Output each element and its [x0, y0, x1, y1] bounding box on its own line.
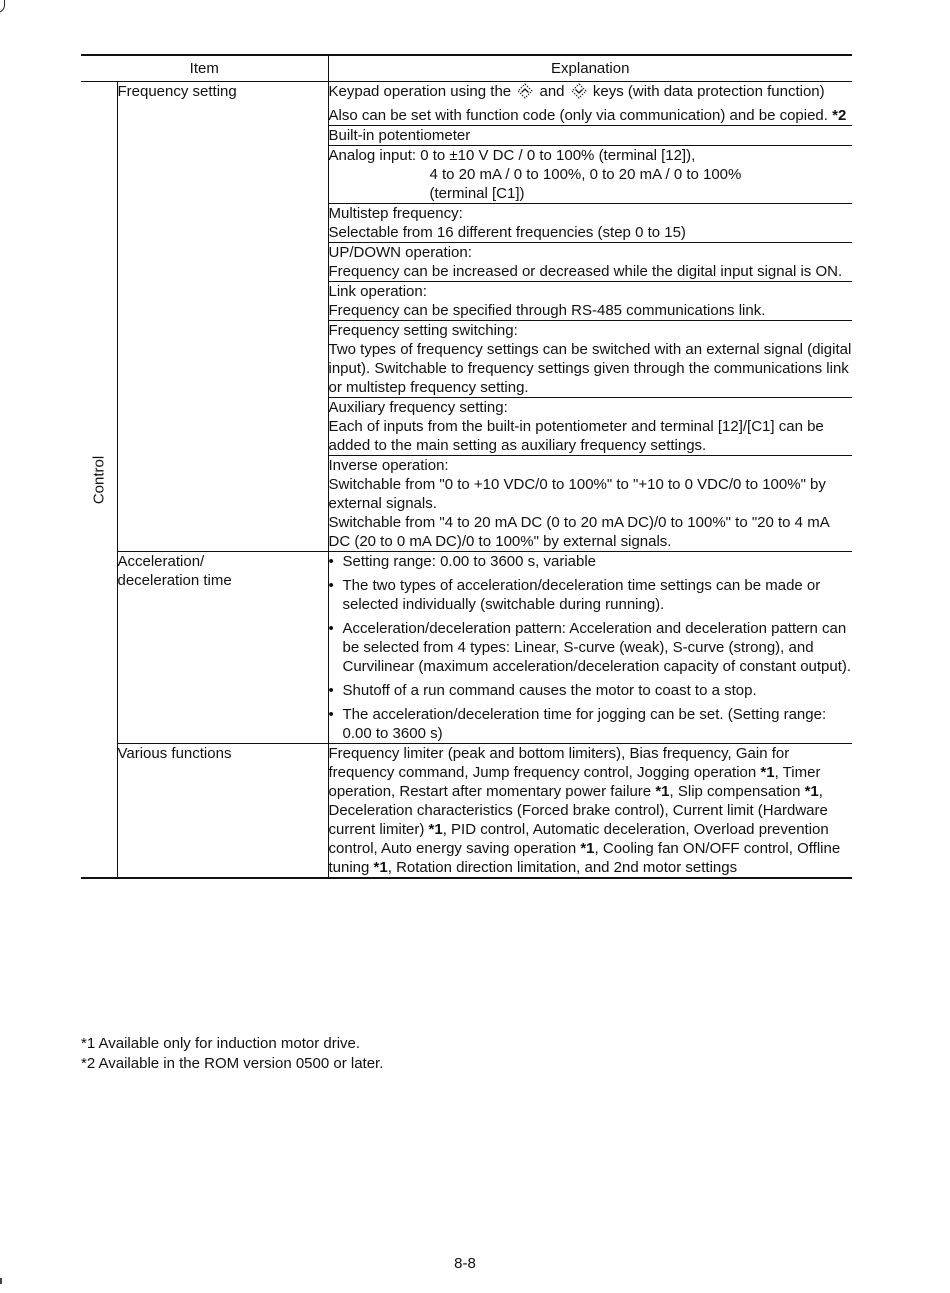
- table-row: [81, 744, 852, 879]
- list-item: • Setting range: 0.00 to 3600 s, variable: [329, 552, 853, 571]
- link-body: Frequency can be specified through RS-485 communications link.: [328, 302, 766, 319]
- explanation-switching: [328, 321, 852, 398]
- explanation-auxiliary: [328, 398, 852, 456]
- table-row: [81, 82, 852, 126]
- inverse-body-1: Switchable from "0 to +10 VDC/0 to 100%" to "+10 to 0 VDC/0 to 100%" by external signals.: [328, 476, 826, 512]
- explanation-potentiometer: [328, 126, 852, 146]
- analog-line-2: 4 to 20 mA / 0 to 100%, 0 to 20 mA / 0 to 100%: [429, 166, 742, 183]
- specification-table: [81, 54, 852, 879]
- item-frequency-setting: [117, 82, 328, 552]
- various-text: , Deceleration characteristics (Forced brake control), Current limit (Hardware current limiter): [328, 783, 828, 838]
- updown-title: UP/DOWN operation:: [328, 244, 472, 261]
- analog-line-3: (terminal [C1]): [429, 185, 525, 202]
- auxiliary-title: Auxiliary frequency setting:: [328, 399, 508, 416]
- explanation-multistep: [328, 204, 852, 243]
- explanation-keypad: [328, 82, 852, 126]
- keypad-text-before: Keypad operation using the: [328, 83, 512, 100]
- list-item: • The acceleration/deceleration time for jogging can be set. (Setting range: 0.00 to 3600 s): [329, 705, 853, 743]
- footnote-1: *1 Available only for induction motor drive.: [81, 1035, 361, 1052]
- item-acceleration-time: [117, 552, 328, 744]
- category-label: Control: [90, 455, 108, 504]
- various-text: , Timer operation, Restart after momentary power failure: [328, 764, 821, 800]
- header-explanation: Explanation: [328, 55, 852, 82]
- item-label: Various functions: [117, 745, 232, 762]
- item-label: Frequency setting: [117, 83, 237, 100]
- keypad-text-after: keys (with data protection function): [592, 83, 825, 100]
- inverse-body-2: Switchable from "4 to 20 mA DC (0 to 20 mA DC)/0 to 100%" to "20 to 4 mA DC (20 to 0 mA DC)/0 to 100%" by external signals.: [328, 514, 829, 550]
- table-header-row: [81, 55, 852, 82]
- acceleration-bullet-list: [329, 552, 853, 743]
- footnote-2: *2 Available in the ROM version 0500 or later.: [81, 1055, 384, 1072]
- explanation-analog-input: [328, 146, 852, 204]
- item-label-line-1: Acceleration/: [117, 553, 205, 570]
- footnote-ref: *1: [580, 840, 595, 857]
- inverse-title: Inverse operation:: [328, 457, 449, 474]
- keypad-paragraph: [329, 82, 853, 101]
- keypad-text-and: and: [539, 83, 565, 100]
- explanation-updown: [328, 243, 852, 282]
- switching-title: Frequency setting switching:: [328, 322, 518, 339]
- footnote-ref: *1: [760, 764, 775, 781]
- category-cell: [81, 82, 117, 879]
- copy-paragraph: [329, 106, 853, 125]
- multistep-body: Selectable from 16 different frequencies (step 0 to 15): [328, 224, 686, 241]
- page-edge-mark: [0, 0, 5, 13]
- footnote-ref: *2: [832, 107, 847, 124]
- up-arrow-key-icon: [517, 83, 533, 99]
- link-title: Link operation:: [328, 283, 427, 300]
- explanation-inverse: [328, 456, 852, 552]
- various-text: Frequency limiter (peak and bottom limiters), Bias frequency, Gain for frequency command, Jump frequency control, Jogging operation: [328, 745, 790, 781]
- table-row: [81, 552, 852, 744]
- footnote-ref: *1: [428, 821, 443, 838]
- header-item: Item: [81, 55, 328, 82]
- item-various-functions: [117, 744, 328, 879]
- footnotes: [81, 1034, 383, 1074]
- item-label-line-2: deceleration time: [117, 572, 232, 589]
- page-number: 8-8: [454, 1255, 476, 1272]
- footnote-ref: *1: [373, 859, 388, 876]
- updown-body: Frequency can be increased or decreased while the digital input signal is ON.: [328, 263, 843, 280]
- auxiliary-body: Each of inputs from the built-in potentiometer and terminal [12]/[C1] can be added to the main setting as auxiliary frequency settings.: [328, 418, 824, 454]
- list-item: • Acceleration/deceleration pattern: Acceleration and deceleration pattern can be selected from 4 types: Linear, S-curve (weak), S-curve (strong), and Curvilinear (maximum acceleration/deceleration capacity of constant output).: [329, 619, 853, 676]
- footnote-ref: *1: [655, 783, 670, 800]
- down-arrow-key-icon: [571, 83, 587, 99]
- analog-line-1: Analog input: 0 to ±10 V DC / 0 to 100% (terminal [12]),: [328, 147, 696, 164]
- copy-text: Also can be set with function code (only via communication) and be copied.: [328, 107, 828, 124]
- list-item: • Shutoff of a run command causes the motor to coast to a stop.: [329, 681, 853, 700]
- various-text: , PID control, Automatic deceleration, Overload prevention control, Auto energy saving operation: [328, 821, 829, 857]
- explanation-various: [328, 744, 852, 879]
- switching-body: Two types of frequency settings can be switched with an external signal (digital input). Switchable to frequency settings given through the communications link or multistep frequency setting.: [328, 341, 852, 396]
- explanation-acceleration: [328, 552, 852, 744]
- explanation-link: [328, 282, 852, 321]
- various-text: , Rotation direction limitation, and 2nd motor settings: [387, 859, 738, 876]
- various-text: , Cooling fan ON/OFF control, Offline tuning: [328, 840, 841, 876]
- list-item: • The two types of acceleration/deceleration time settings can be made or selected individually (switchable during running).: [329, 576, 853, 614]
- multistep-title: Multistep frequency:: [328, 205, 463, 222]
- page-edge-dot: [0, 1278, 2, 1284]
- potentiometer-text: Built-in potentiometer: [328, 127, 471, 144]
- various-text: , Slip compensation: [669, 783, 805, 800]
- footnote-ref: *1: [804, 783, 819, 800]
